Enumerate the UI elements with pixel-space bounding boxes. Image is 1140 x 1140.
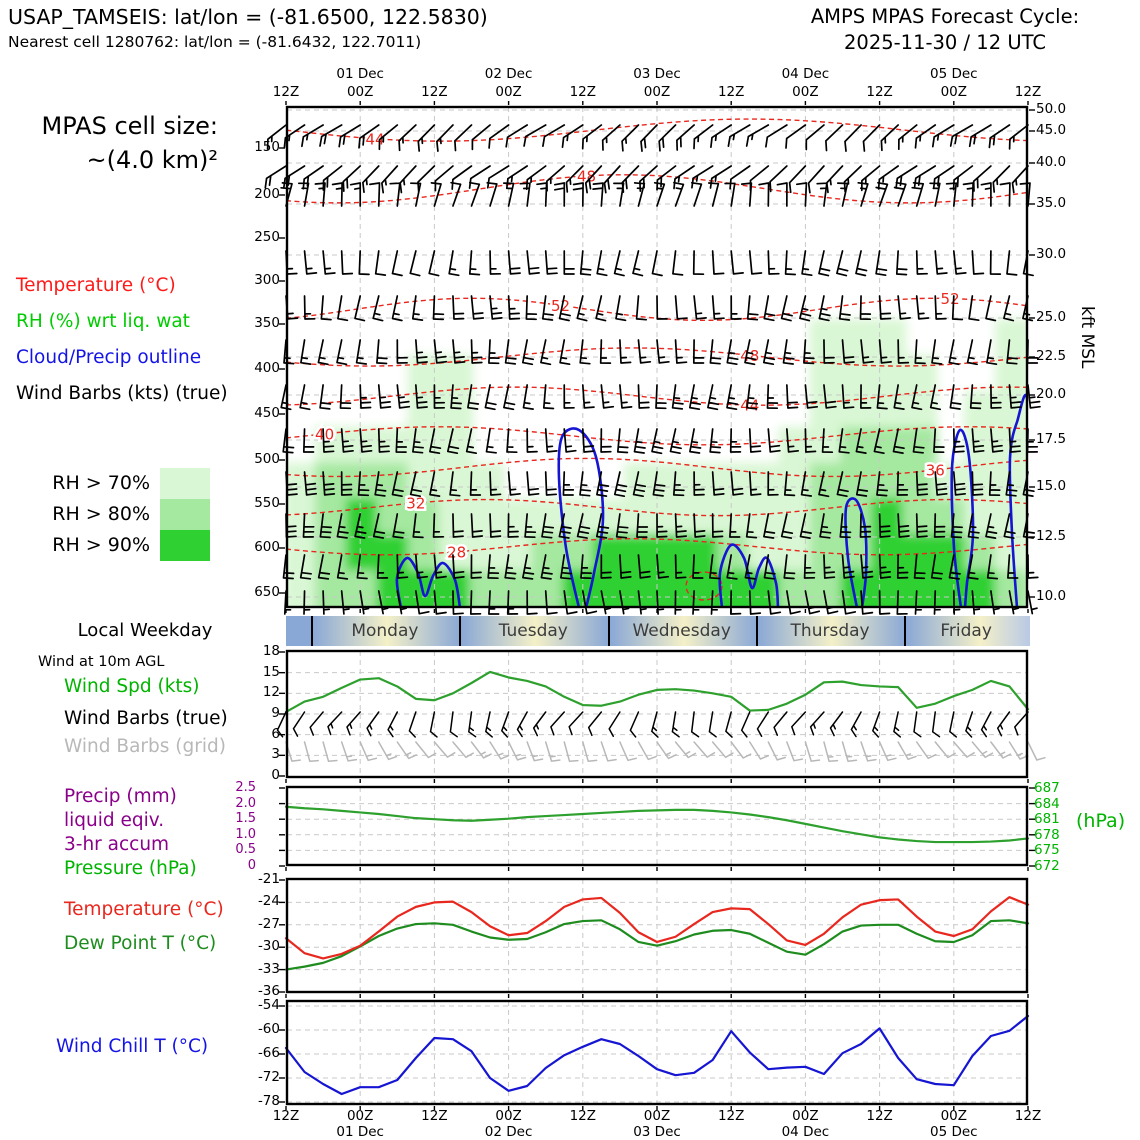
top-tick-00Z: 00Z <box>643 84 671 100</box>
wind-barbs-grid-label: Wind Barbs (grid) <box>64 736 226 757</box>
cross-section-panel <box>286 106 1028 608</box>
hpa-tick: 681 <box>1034 811 1060 828</box>
page-title: USAP_TAMSEIS: lat/lon = (-81.6500, 122.5830) <box>8 5 488 29</box>
precip-tick: 0.5 <box>235 842 256 858</box>
contour-label: 48 <box>576 167 597 186</box>
temp-tick: -27 <box>257 915 280 932</box>
cell-size-line1: MPAS cell size: <box>41 112 218 140</box>
top-tick-12Z: 12Z <box>717 84 745 100</box>
kft-tick: 22.5 <box>1036 348 1067 364</box>
temp-tick: -21 <box>257 871 280 887</box>
top-date: 05 Dec <box>930 66 978 82</box>
contour-label: 48 <box>740 346 760 365</box>
wind10m-panel <box>286 650 1028 778</box>
gridlines <box>287 1001 1027 1104</box>
bottom-tick-00Z: 00Z <box>940 1108 968 1124</box>
cell-size-line2: ~(4.0 km)² <box>86 146 218 174</box>
top-tick-00Z: 00Z <box>495 84 522 100</box>
bottom-tick-00Z: 00Z <box>495 1108 522 1124</box>
top-tick-00Z: 00Z <box>792 84 819 100</box>
legend-rh: RH (%) wrt liq. wat <box>16 311 190 332</box>
pressure-tick: 450 <box>254 405 280 421</box>
wind-barbs-true-label: Wind Barbs (true) <box>64 708 228 729</box>
contour-label: 36 <box>925 461 945 480</box>
rh70-swatch <box>160 468 210 499</box>
weekday-label: Thursday <box>790 621 870 641</box>
rh90-swatch <box>160 530 210 561</box>
precip-tick: 2.0 <box>235 795 256 811</box>
kft-tick: 20.0 <box>1036 386 1067 402</box>
top-tick-00Z: 00Z <box>940 84 968 100</box>
forecast-cycle-date: 2025-11-30 / 12 UTC <box>844 31 1046 54</box>
pressure-tick: 500 <box>254 451 280 467</box>
forecast-cycle-title: AMPS MPAS Forecast Cycle: <box>810 5 1080 28</box>
kft-tick: 12.5 <box>1036 528 1067 544</box>
kft-tick: 35.0 <box>1036 195 1067 211</box>
wind-tick: 3 <box>271 746 280 763</box>
hpa-tick: 687 <box>1034 780 1060 796</box>
wind-spd-label: Wind Spd (kts) <box>64 676 200 697</box>
legend-wind-barbs: Wind Barbs (kts) (true) <box>16 383 228 404</box>
rh80-swatch <box>160 499 210 530</box>
top-tick-00Z: 00Z <box>346 84 374 100</box>
hpa-tick: 678 <box>1034 826 1060 843</box>
panel-frame <box>279 1001 1028 1110</box>
pressure-tick: 650 <box>254 584 280 600</box>
pressure-tick: 150 <box>254 139 280 155</box>
gridlines <box>287 787 1027 865</box>
contour-label: 32 <box>406 494 426 513</box>
weekday-label: Wednesday <box>632 621 731 641</box>
precip-tick: 0 <box>247 858 256 873</box>
bottom-date: 04 Dec <box>781 1124 830 1140</box>
wind-tick: 0 <box>271 767 280 783</box>
hpa-tick: 672 <box>1034 858 1060 874</box>
top-date: 02 Dec <box>484 66 533 82</box>
contour-label: 28 <box>447 543 467 562</box>
bottom-date: 01 Dec <box>336 1124 384 1140</box>
local-weekday-bar <box>286 616 1028 646</box>
rh80-label: RH > 80% <box>52 503 150 525</box>
bottom-date: 03 Dec <box>633 1124 681 1140</box>
panel-frame <box>279 879 1028 998</box>
precip-tick: 1.5 <box>235 811 256 827</box>
top-tick-12Z: 12Z <box>866 84 893 100</box>
wind-barbs-grid <box>286 742 1045 761</box>
wind-tick: 12 <box>262 684 280 701</box>
hpa-tick: 675 <box>1034 842 1060 859</box>
kft-tick: 15.0 <box>1036 478 1067 494</box>
pressure-tick: 550 <box>254 495 280 511</box>
temperature-panel <box>286 878 1028 993</box>
precip-pressure-panel <box>286 786 1028 866</box>
precip-label-2: liquid eqiv. <box>64 810 165 831</box>
precip-tick: 1.0 <box>235 826 256 842</box>
wind-barbs-true <box>278 712 1029 737</box>
kft-tick: 10.0 <box>1036 588 1067 604</box>
wind-chill-panel <box>286 1000 1028 1105</box>
top-tick-12Z: 12Z <box>272 84 300 100</box>
wind-tick: 9 <box>271 705 280 721</box>
kft-tick: 40.0 <box>1036 154 1067 170</box>
contour-label: 40 <box>315 425 335 444</box>
rh70-label: RH > 70% <box>52 472 150 494</box>
bottom-tick-00Z: 00Z <box>792 1108 819 1124</box>
weekday-label: Tuesday <box>498 621 568 641</box>
precip-label-1: Precip (mm) <box>64 786 177 807</box>
chill-tick: -54 <box>257 997 280 1013</box>
kft-axis-label: kft MSL <box>1077 306 1097 369</box>
legend-cloud-outline: Cloud/Precip outline <box>16 347 202 368</box>
dew-point-label: Dew Point T (°C) <box>64 933 217 954</box>
chill-tick: -66 <box>257 1045 280 1061</box>
pressure-tick: 350 <box>254 315 280 331</box>
bottom-tick-00Z: 00Z <box>643 1108 671 1124</box>
top-date: 04 Dec <box>781 66 830 82</box>
bottom-tick-00Z: 00Z <box>346 1108 374 1124</box>
wind10-label: Wind at 10m AGL <box>38 654 165 670</box>
temperature-label: Temperature (°C) <box>64 899 224 920</box>
page-subtitle: Nearest cell 1280762: lat/lon = (-81.6432, 122.7011) <box>8 33 422 51</box>
top-date: 01 Dec <box>336 66 384 82</box>
contour-label: 44 <box>365 130 385 149</box>
pressure-tick: 600 <box>254 539 280 555</box>
kft-tick: 30.0 <box>1036 246 1067 262</box>
top-tick-12Z: 12Z <box>569 84 597 100</box>
gridlines <box>287 879 1027 992</box>
temp-tick: -36 <box>257 983 280 999</box>
hpa-tick: 684 <box>1034 795 1060 812</box>
kft-tick: 45.0 <box>1036 122 1067 138</box>
bottom-tick-12Z: 12Z <box>866 1108 893 1124</box>
bottom-date: 02 Dec <box>484 1124 533 1140</box>
top-date: 03 Dec <box>633 66 681 82</box>
contour-label: 52 <box>940 289 960 308</box>
bottom-tick-12Z: 12Z <box>569 1108 597 1124</box>
wind-tick: 18 <box>262 643 280 659</box>
weekday-label: Friday <box>940 621 992 641</box>
kft-tick: 25.0 <box>1036 309 1067 325</box>
legend-temperature: Temperature (°C) <box>16 275 176 296</box>
kft-tick: 17.5 <box>1036 431 1067 447</box>
bottom-tick-12Z: 12Z <box>272 1108 300 1124</box>
bottom-date: 05 Dec <box>930 1124 978 1140</box>
kft-tick: 50.0 <box>1036 101 1067 117</box>
weekday-stub <box>286 616 311 646</box>
weekday-label: Monday <box>351 621 419 641</box>
bottom-tick-12Z: 12Z <box>421 1108 448 1124</box>
temp-tick: -30 <box>257 938 280 955</box>
contour-label: 44 <box>740 396 760 415</box>
top-tick-12Z: 12Z <box>421 84 448 100</box>
pressure-tick: 250 <box>254 229 280 245</box>
contour-label: 52 <box>550 296 571 315</box>
chill-tick: -72 <box>257 1069 280 1085</box>
precip-tick: 2.5 <box>235 780 256 795</box>
pressure-tick: 300 <box>254 272 280 288</box>
top-tick-12Z: 12Z <box>1014 84 1042 100</box>
wind-tick: 15 <box>262 663 280 680</box>
wind-tick: 6 <box>271 725 280 742</box>
pressure-label: Pressure (hPa) <box>64 858 197 879</box>
local-weekday-label: Local Weekday <box>77 620 213 641</box>
temp-tick: -33 <box>257 960 280 977</box>
pressure-tick: 200 <box>254 186 280 202</box>
bottom-tick-12Z: 12Z <box>717 1108 745 1124</box>
chill-tick: -78 <box>257 1093 280 1109</box>
hpa-axis-label: (hPa) <box>1076 810 1126 832</box>
pressure-tick: 400 <box>254 360 280 376</box>
temp-tick: -24 <box>257 893 280 910</box>
chill-tick: -60 <box>257 1021 280 1037</box>
rh90-label: RH > 90% <box>52 534 150 556</box>
precip-label-3: 3-hr accum <box>64 834 170 855</box>
wind-chill-label: Wind Chill T (°C) <box>56 1036 209 1057</box>
bottom-tick-12Z: 12Z <box>1014 1108 1042 1124</box>
